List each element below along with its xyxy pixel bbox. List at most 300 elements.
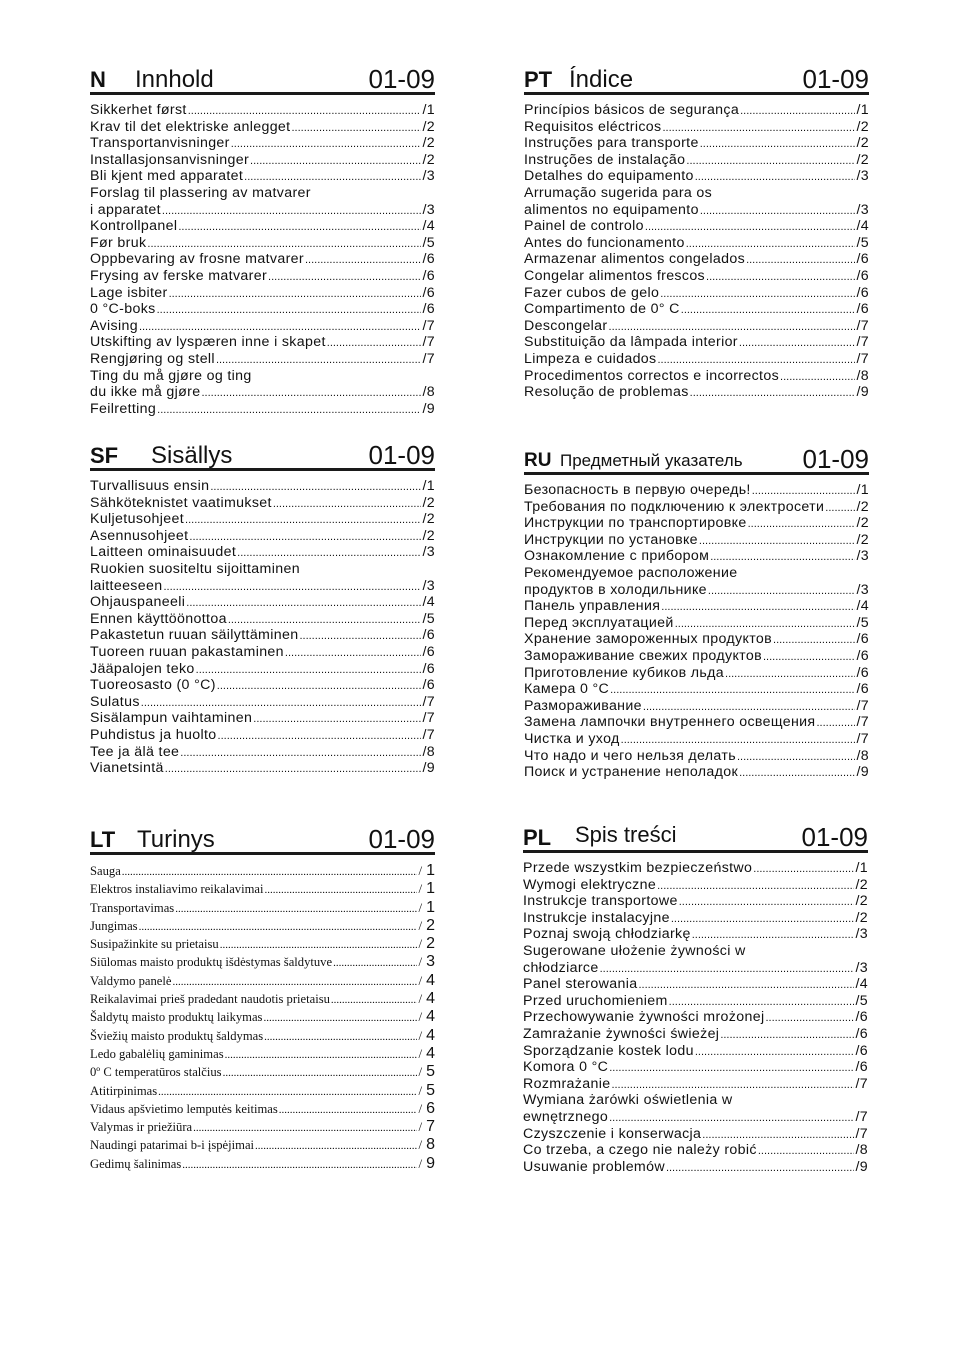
dot-leader [765,1009,854,1027]
toc-entry-label: Sikkerhet først [90,102,187,118]
dot-leader [610,681,855,699]
toc-entry [90,401,435,418]
toc-entry-label: Sulatus [90,693,140,710]
page-separator: / [418,1045,423,1061]
dot-leader [279,1100,418,1119]
toc-entry-label: Atitirpinimas [90,1083,158,1098]
dot-leader [720,1026,854,1044]
toc-entry-label: Рекомендуемое расположение [524,564,738,581]
dot-leader [139,917,418,936]
dot-leader [725,665,855,683]
dot-leader [700,202,856,220]
dot-leader [671,910,855,928]
page-separator: / [418,1027,423,1043]
dot-leader [740,102,855,120]
section-header [90,442,435,471]
toc-entry-label: Instrukcje transportowe [523,893,678,910]
toc-entry [90,1027,435,1045]
dot-leader [218,727,422,745]
toc-entry-label: Komora 0 °C [523,1059,609,1076]
dot-leader [609,1109,854,1127]
toc-entry-label: Zamrażanie żywności świeżej [523,1025,720,1042]
dot-leader [264,880,417,899]
toc-entry [90,744,435,761]
toc-section-n [90,66,435,417]
language-code: N [90,67,106,92]
toc-entry-label: Приготовление кубиков льда [524,664,725,681]
toc-entry-label: Reikalavimai prieš pradedant naudotis prietaisu [90,992,330,1007]
dot-leader [220,935,418,954]
page-separator: / [418,1100,423,1116]
dot-leader [157,401,421,419]
toc-entry [90,661,435,678]
section-title: Spis treści [575,822,677,847]
toc-entry [90,561,435,578]
dot-leader [182,1155,417,1174]
dot-leader [748,515,856,533]
toc-entry-page: /3 [422,168,435,185]
section-title: Turinys [137,826,215,853]
toc-entry [90,972,435,990]
dot-leader [710,548,855,566]
toc-entry-page: /9 [855,1158,868,1175]
page-separator: / [418,881,423,897]
toc-entry-label: Kontrollpanel [90,218,178,235]
page-separator: / [418,972,423,988]
toc-entry [90,368,435,385]
toc-entry-page: /6 [422,251,435,268]
dot-leader [175,899,417,918]
toc-entry-page: /1 [856,102,869,118]
dot-leader [268,268,421,286]
toc-entry [524,102,869,119]
toc-entry-label: Jungimas [90,918,138,933]
toc-entry-label: Før bruk [90,234,147,251]
toc-entry-page: /4 [855,976,868,993]
toc-entry [524,168,869,185]
toc-entry [524,235,869,252]
toc-entry-page: /6 [856,251,869,268]
toc-section-sf [90,442,435,777]
toc-entry [524,251,869,268]
toc-entry-page: 1 [426,862,435,879]
toc-section-ru [524,446,869,781]
toc-entry [524,334,869,351]
toc-entry-label: Krav til det elektriske anlegget [90,118,291,135]
dot-leader [327,334,422,352]
toc-entry-label: Oppbevaring av frosne matvarer [90,251,304,268]
toc-entry-label: alimentos no equipamento [524,201,699,218]
toc-entry [90,168,435,185]
toc-entry-label: Resolução de problemas [524,384,689,401]
toc-entry [524,582,869,599]
toc-entry [90,218,435,235]
dot-leader [244,168,421,186]
toc-section-lt [90,826,435,1173]
toc-entry-label: Камера 0 °C [524,681,610,698]
toc-entry-label: Замораживание свежих продуктов [524,647,762,664]
toc-entry [523,1026,868,1043]
toc-entry-label: Valymas ir priežiūra [90,1120,193,1135]
toc-entry [90,1155,435,1173]
dot-leader [746,251,855,269]
toc-entry-page: 4 [426,1044,435,1062]
toc-entry [524,482,869,499]
toc-entry-label: Требования по подключению к электросети [524,498,825,515]
toc-entry-label: Antes do funcionamento [524,234,685,251]
toc-entry-page: /7 [422,350,435,367]
toc-entry-label: Vidaus apšvietimo lemputės keitimas [90,1101,278,1116]
toc-entry [523,1109,868,1126]
dot-leader [186,594,421,612]
toc-entry-page: /7 [422,710,435,727]
toc-entry-page: /6 [856,681,869,698]
toc-entry-label: Puhdistus ja huolto [90,726,217,743]
toc-entry-page: /8 [422,743,435,760]
toc-entry-page: /3 [856,548,869,565]
toc-entry-page: 3 [426,953,435,971]
toc-entry-page: /5 [422,234,435,251]
dot-leader [825,499,855,517]
dot-leader [223,1063,418,1082]
toc-entry [90,953,435,971]
toc-entry [524,665,869,682]
toc-entry [524,532,869,549]
dot-leader [739,764,855,782]
toc-entry [523,1142,868,1159]
toc-entry [524,301,869,318]
toc-entry [90,710,435,727]
toc-entry [90,1136,435,1154]
toc-entry [524,698,869,715]
toc-entry-label: Tuoreosasto (0 °C) [90,677,216,694]
toc-entry-page: /7 [856,317,869,334]
toc-list [90,102,435,417]
toc-entry-label: Ознакомление с прибором [524,548,710,565]
dot-leader [702,1126,854,1144]
toc-entry-label: Limpeza e cuidados [524,350,657,367]
toc-entry-label: Detalhes do equipamento [524,168,694,185]
toc-entry [90,578,435,595]
toc-entry [90,1063,435,1081]
toc-entry-page: 2 [426,935,435,953]
dot-leader [662,119,855,137]
toc-entry [90,285,435,302]
toc-entry-label: Чистка и уход [524,730,620,747]
toc-entry [524,368,869,385]
toc-entry-label: Pakastetun ruuan säilyttäminen [90,627,299,644]
page-range: 01-09 [368,440,435,470]
toc-entry-page: /2 [422,118,435,135]
toc-entry [90,862,435,880]
toc-entry [524,185,869,202]
toc-entry-page: /6 [422,284,435,301]
dot-leader [657,877,854,895]
toc-entry [523,976,868,993]
toc-entry-page: /2 [855,909,868,926]
toc-entry [524,565,869,582]
toc-entry-page: /2 [422,527,435,544]
toc-entry-label: Arrumação sugerida para os [524,184,713,201]
toc-entry-page: 1 [426,898,435,916]
dot-leader [122,862,418,881]
toc-entry-page: /6 [856,301,869,318]
toc-entry-page: /1 [422,478,435,494]
toc-entry-page: /3 [422,577,435,594]
toc-entry-page: /5 [856,614,869,631]
toc-entry [90,235,435,252]
toc-entry-page: /7 [855,1125,868,1142]
page-range: 01-09 [802,444,869,474]
dot-leader [158,1082,417,1101]
dot-leader [291,119,421,137]
toc-entry-label: Feilretting [90,400,157,417]
toc-entry-label: Descongelar [524,317,608,334]
toc-entry [90,384,435,401]
toc-entry [524,202,869,219]
toc-entry [524,548,869,565]
dot-leader [250,152,421,170]
toc-entry-label: Instruções de instalação [524,151,686,168]
toc-entry-page: 5 [426,1063,435,1081]
toc-entry-label: Transportanvisninger [90,135,230,152]
toc-entry-label: Tee ja älä tee [90,743,180,760]
toc-entry-page: /2 [856,531,869,548]
toc-entry-page: /4 [422,594,435,611]
toc-entry-label: Ennen käyttöönottoa [90,610,227,627]
toc-entry-page: /7 [422,334,435,351]
toc-entry-label: Princípios básicos de segurança [524,102,740,118]
toc-entry-label: Инструкции по транспортировке [524,515,747,532]
toc-entry-label: Lage isbiter [90,284,168,301]
section-header [90,826,435,855]
page-range: 01-09 [368,64,435,94]
toc-entry-page: 6 [426,1099,435,1117]
dot-leader [621,731,856,749]
dot-leader [255,1136,417,1155]
toc-entry-label: Asennusohjeet [90,527,189,544]
toc-entry-label: Ting du må gjøre og ting [90,367,252,384]
section-title: Sisällys [151,442,233,469]
toc-entry-page: /1 [855,860,868,876]
section-title: Innhold [135,66,214,93]
toc-entry-page: /7 [856,730,869,747]
toc-entry-label: Substituição da lâmpada interior [524,334,738,351]
toc-entry-label: Šaldytų maisto produktų laikymas [90,1010,263,1025]
page-separator: / [418,899,423,915]
page-range: 01-09 [801,822,868,852]
toc-entry-label: Compartimento de 0° C [524,301,680,318]
toc-entry-page: /3 [856,201,869,218]
toc-entry [90,511,435,528]
toc-section-pt [524,66,869,401]
dot-leader [739,334,856,352]
toc-entry-label: Поиск и устранение неполадок [524,764,739,781]
toc-entry [90,990,435,1008]
toc-entry [90,251,435,268]
toc-entry [523,910,868,927]
dot-leader [228,611,422,629]
section-title: Предметный указатель [560,451,743,470]
toc-entry [90,495,435,512]
toc-entry [90,627,435,644]
toc-entry [524,119,869,136]
toc-entry-page: 8 [426,1136,435,1154]
toc-entry [523,1009,868,1026]
toc-entry-page: 5 [426,1081,435,1099]
page-separator: / [418,1009,423,1025]
toc-entry-label: du ikke må gjøre [90,384,201,401]
toc-entry-page: /6 [422,677,435,694]
toc-entry-page: 1 [426,880,435,898]
toc-entry-label: Sugerowane ułożenie żywności w [523,942,746,959]
toc-entry-page: /6 [856,267,869,284]
toc-entry-page: /7 [856,350,869,367]
toc-entry-label: Ruokien suositeltu sijoittaminen [90,560,300,577]
dot-leader [611,1076,854,1094]
toc-list [90,478,435,777]
toc-entry [90,1082,435,1100]
toc-entry-label: Sähköteknistet vaatimukset [90,494,272,511]
page-separator: / [418,1155,423,1171]
language-code: LT [90,827,116,852]
toc-entry-label: Перед эксплуатацией [524,614,674,631]
toc-entry [524,515,869,532]
toc-entry-label: ewnętrznego [523,1108,609,1125]
toc-entry [523,1059,868,1076]
toc-entry-page: /7 [855,1108,868,1125]
toc-entry [523,893,868,910]
toc-entry-page: 9 [426,1154,435,1172]
dot-leader [690,384,856,402]
toc-entry [90,1008,435,1026]
toc-entry [90,544,435,561]
toc-entry [524,681,869,698]
dot-leader [299,627,421,645]
toc-entry [524,615,869,632]
toc-entry-page: 7 [426,1118,435,1136]
dot-leader [753,860,854,878]
toc-entry [90,202,435,219]
toc-entry [90,917,435,935]
dot-leader [189,528,421,546]
toc-entry-page: /7 [422,693,435,710]
dot-leader [253,710,421,728]
toc-entry [524,218,869,235]
page-separator: / [418,863,423,878]
toc-entry-page: /6 [422,267,435,284]
toc-entry-label: Ledo gabalėlių gaminimas [90,1046,224,1061]
toc-entry-label: Painel de controlo [524,218,644,235]
toc-entry-page: /4 [422,218,435,235]
page-separator: / [418,1119,423,1135]
toc-entry-label: Transportavimas [90,900,175,915]
dot-leader [139,318,422,336]
toc-entry-label: Panel sterowania [523,976,638,993]
toc-entry-label: Usuwanie problemów [523,1158,665,1175]
toc-entry-label: Instruções para transporte [524,135,699,152]
toc-entry [90,351,435,368]
dot-leader [172,972,417,991]
toc-entry-page: /1 [856,482,869,498]
dot-leader [178,218,421,236]
dot-leader [217,677,422,695]
toc-entry [523,1159,868,1176]
toc-entry [524,285,869,302]
language-code: SF [90,443,119,468]
dot-leader [263,1008,417,1027]
toc-entry-label: Инструкции по установке [524,531,698,548]
page-separator: / [418,1137,423,1153]
toc-entry-page: /7 [855,1075,868,1092]
toc-entry [90,760,435,777]
toc-entry [524,268,869,285]
toc-entry-page: /7 [856,697,869,714]
toc-entry-label: Tuoreen ruuan pakastaminen [90,643,284,660]
toc-entry [523,926,868,943]
toc-list [524,482,869,781]
toc-entry-page: 4 [426,1008,435,1026]
dot-leader [700,135,856,153]
toc-entry-page: /6 [855,1025,868,1042]
dot-leader [609,318,856,336]
dot-leader [333,953,417,972]
toc-entry [90,334,435,351]
toc-entry-label: Avising [90,317,138,334]
toc-entry-page: /3 [856,581,869,598]
toc-entry-page: /6 [856,647,869,664]
dot-leader [237,544,421,562]
toc-entry-label: Wymiana żarówki oświetlenia w [523,1092,733,1109]
toc-entry-page: /2 [855,893,868,910]
toc-entry [524,764,869,781]
dot-leader [679,893,855,911]
dot-leader [681,301,856,319]
toc-entry-label: Susipažinkite su prietaisu [90,937,219,952]
toc-entry-page: /6 [856,664,869,681]
toc-entry-label: Gedimų šalinimas [90,1156,182,1171]
toc-entry-page: /7 [856,334,869,351]
toc-entry-label: Wymogi elektryczne [523,876,657,893]
toc-entry-page: /9 [856,384,869,401]
dot-leader [169,285,422,303]
toc-entry-page: /4 [856,598,869,615]
toc-entry-page: /4 [856,218,869,235]
toc-entry [90,152,435,169]
toc-entry-label: Forslag til plassering av matvarer [90,184,311,201]
toc-entry-page: /6 [422,301,435,318]
dot-leader [216,351,422,369]
dot-leader [695,1043,855,1061]
toc-entry-label: Przede wszystkim bezpieczeństwo [523,860,753,876]
toc-entry-label: Sauga [90,864,121,878]
toc-entry-label: Procedimentos correctos e incorrectos [524,367,780,384]
dot-leader [201,384,421,402]
toc-entry-label: Elektros instaliavimo reikalavimai [90,882,264,897]
toc-entry-label: Размораживание [524,697,642,714]
toc-entry-page: /6 [856,631,869,648]
toc-entry [524,714,869,731]
toc-entry-page: /2 [856,151,869,168]
toc-entry-label: Jääpalojen teko [90,660,195,677]
toc-entry [90,727,435,744]
toc-entry [524,499,869,516]
dot-leader [645,218,856,236]
dot-leader [638,976,854,994]
toc-entry-page: /3 [422,201,435,218]
toc-entry-label: i apparatet [90,201,161,218]
language-code: PT [524,67,553,92]
